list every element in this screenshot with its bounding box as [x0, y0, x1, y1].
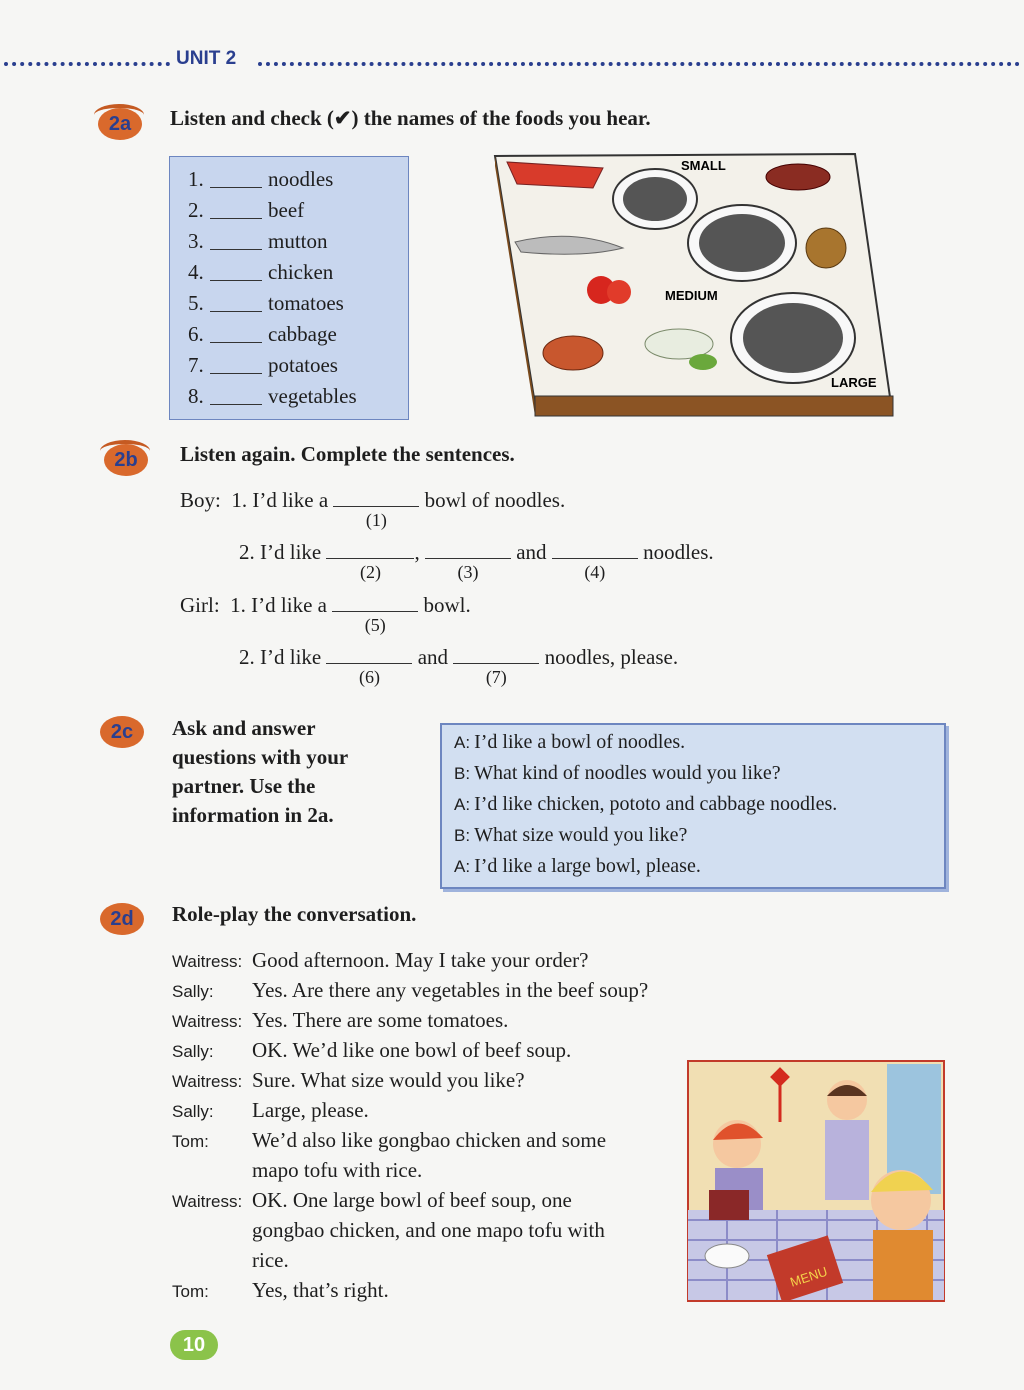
waitress [825, 1080, 869, 1200]
check-blank[interactable] [210, 167, 262, 188]
list-item: 2. beef [188, 198, 305, 222]
dialog-line: B: What kind of noodles would you like? [454, 762, 781, 784]
speaker-label: Sally: [172, 1102, 214, 1121]
check-blank[interactable] [210, 260, 262, 281]
conversation-line: OK. We’d like one bowl of beef soup. [252, 1038, 572, 1062]
size-label-medium: MEDIUM [665, 288, 718, 303]
noodle-bowl-large-icon [731, 293, 855, 383]
instruction-2a: Listen and check (✔) the names of the foods you hear. [170, 106, 651, 130]
list-item: 3. mutton [188, 229, 328, 253]
vegetables-icon [689, 354, 717, 370]
dialog-line: B: What size would you like? [454, 824, 688, 846]
check-blank[interactable] [210, 198, 262, 219]
conversation-line: Good afternoon. May I take your order? [252, 948, 589, 972]
speaker-label: Sally: [172, 1042, 214, 1061]
conversation-line: Yes. There are some tomatoes. [252, 1008, 509, 1032]
speaker-label: Waitress: [172, 1192, 243, 1211]
food-table-illustration [493, 152, 895, 418]
list-item: 5. tomatoes [188, 291, 344, 315]
food-checklist [169, 156, 409, 420]
conversation-line: Large, please. [252, 1098, 369, 1122]
list-item: 6. cabbage [188, 322, 337, 346]
sentence-girl-1: Girl: 1. I’d like a (5) bowl. [180, 593, 471, 635]
sentence-boy-2: 2. I’d like (2) , (3) and (4) noodles. [239, 540, 714, 582]
speaker-label: Waitress: [172, 1012, 243, 1031]
mutton-icon [766, 164, 830, 190]
list-item: 4. chicken [188, 260, 334, 284]
speaker-girl: Girl: [180, 593, 220, 617]
noodle-bowl-medium-icon [688, 205, 796, 281]
conversation-line: Yes, that’s right. [252, 1278, 389, 1302]
answer-blank[interactable]: (3) [425, 540, 511, 559]
conversation-line: We’d also like gongbao chicken and some [252, 1128, 607, 1152]
speaker-label: Sally: [172, 982, 214, 1001]
section-badge-2d: 2d [100, 903, 144, 935]
section-badge-2c: 2c [100, 716, 144, 748]
header-dots-left [4, 62, 170, 66]
page-number: 10 [170, 1330, 218, 1360]
svg-text:MENU: MENU [788, 1263, 830, 1290]
check-blank[interactable] [210, 229, 262, 250]
sentence-boy-1: Boy: 1. I’d like a (1) bowl of noodles. [180, 488, 566, 530]
list-item: 8. vegetables [188, 384, 357, 408]
list-item: 7. potatoes [188, 353, 338, 377]
answer-blank[interactable]: (5) [332, 593, 418, 612]
size-label-large: LARGE [831, 375, 877, 390]
speaker-label: Waitress: [172, 1072, 243, 1091]
sentence-girl-2: 2. I’d like (6) and (7) noodles, please. [239, 645, 679, 687]
sample-dialog-box [440, 723, 946, 889]
instruction-2b: Listen again. Complete the sentences. [180, 442, 515, 466]
dialog-line: A: I’d like a large bowl, please. [454, 855, 701, 877]
check-blank[interactable] [210, 353, 262, 374]
conversation-line: rice. [252, 1248, 289, 1272]
boy [871, 1170, 933, 1300]
check-blank[interactable] [210, 291, 262, 312]
size-label-small: SMALL [681, 158, 726, 173]
section-badge-2b: 2b [104, 444, 148, 476]
check-blank[interactable] [210, 384, 262, 405]
speaker-label: Waitress: [172, 952, 243, 971]
conversation-line: OK. One large bowl of beef soup, one [252, 1188, 572, 1212]
dialog-line: A: I’d like chicken, pototo and cabbage noodles. [454, 793, 838, 815]
noodle-bowl-small-icon [613, 169, 697, 229]
answer-blank[interactable]: (4) [552, 540, 638, 559]
speaker-label: Tom: [172, 1282, 209, 1301]
chicken-icon [543, 336, 603, 370]
speaker-label: Tom: [172, 1132, 209, 1151]
restaurant-illustration [687, 1060, 945, 1302]
dialog-line: A: I’d like a bowl of noodles. [454, 731, 686, 753]
girl-reading-menu [709, 1120, 763, 1220]
answer-blank[interactable]: (6) [326, 645, 412, 664]
potatoes-icon [806, 228, 846, 268]
header-dots-right [258, 62, 1020, 66]
conversation-line: mapo tofu with rice. [252, 1158, 423, 1182]
conversation-line: Yes. Are there any vegetables in the beef soup? [252, 978, 649, 1002]
teapot-icon [705, 1244, 749, 1268]
instruction-2d: Role-play the conversation. [172, 902, 417, 926]
answer-blank[interactable]: (1) [333, 488, 419, 507]
instruction-2c: Ask and answer questions with your partner. Use the information in 2a. [172, 716, 349, 827]
list-item: 1. noodles [188, 167, 334, 191]
speaker-boy: Boy: [180, 488, 221, 512]
check-blank[interactable] [210, 322, 262, 343]
section-badge-2a: 2a [98, 108, 142, 140]
conversation-line: Sure. What size would you like? [252, 1068, 525, 1092]
conversation-line: gongbao chicken, and one mapo tofu with [252, 1218, 605, 1242]
answer-blank[interactable]: (2) [326, 540, 414, 559]
unit-label: UNIT 2 [176, 48, 237, 69]
answer-blank[interactable]: (7) [453, 645, 539, 664]
